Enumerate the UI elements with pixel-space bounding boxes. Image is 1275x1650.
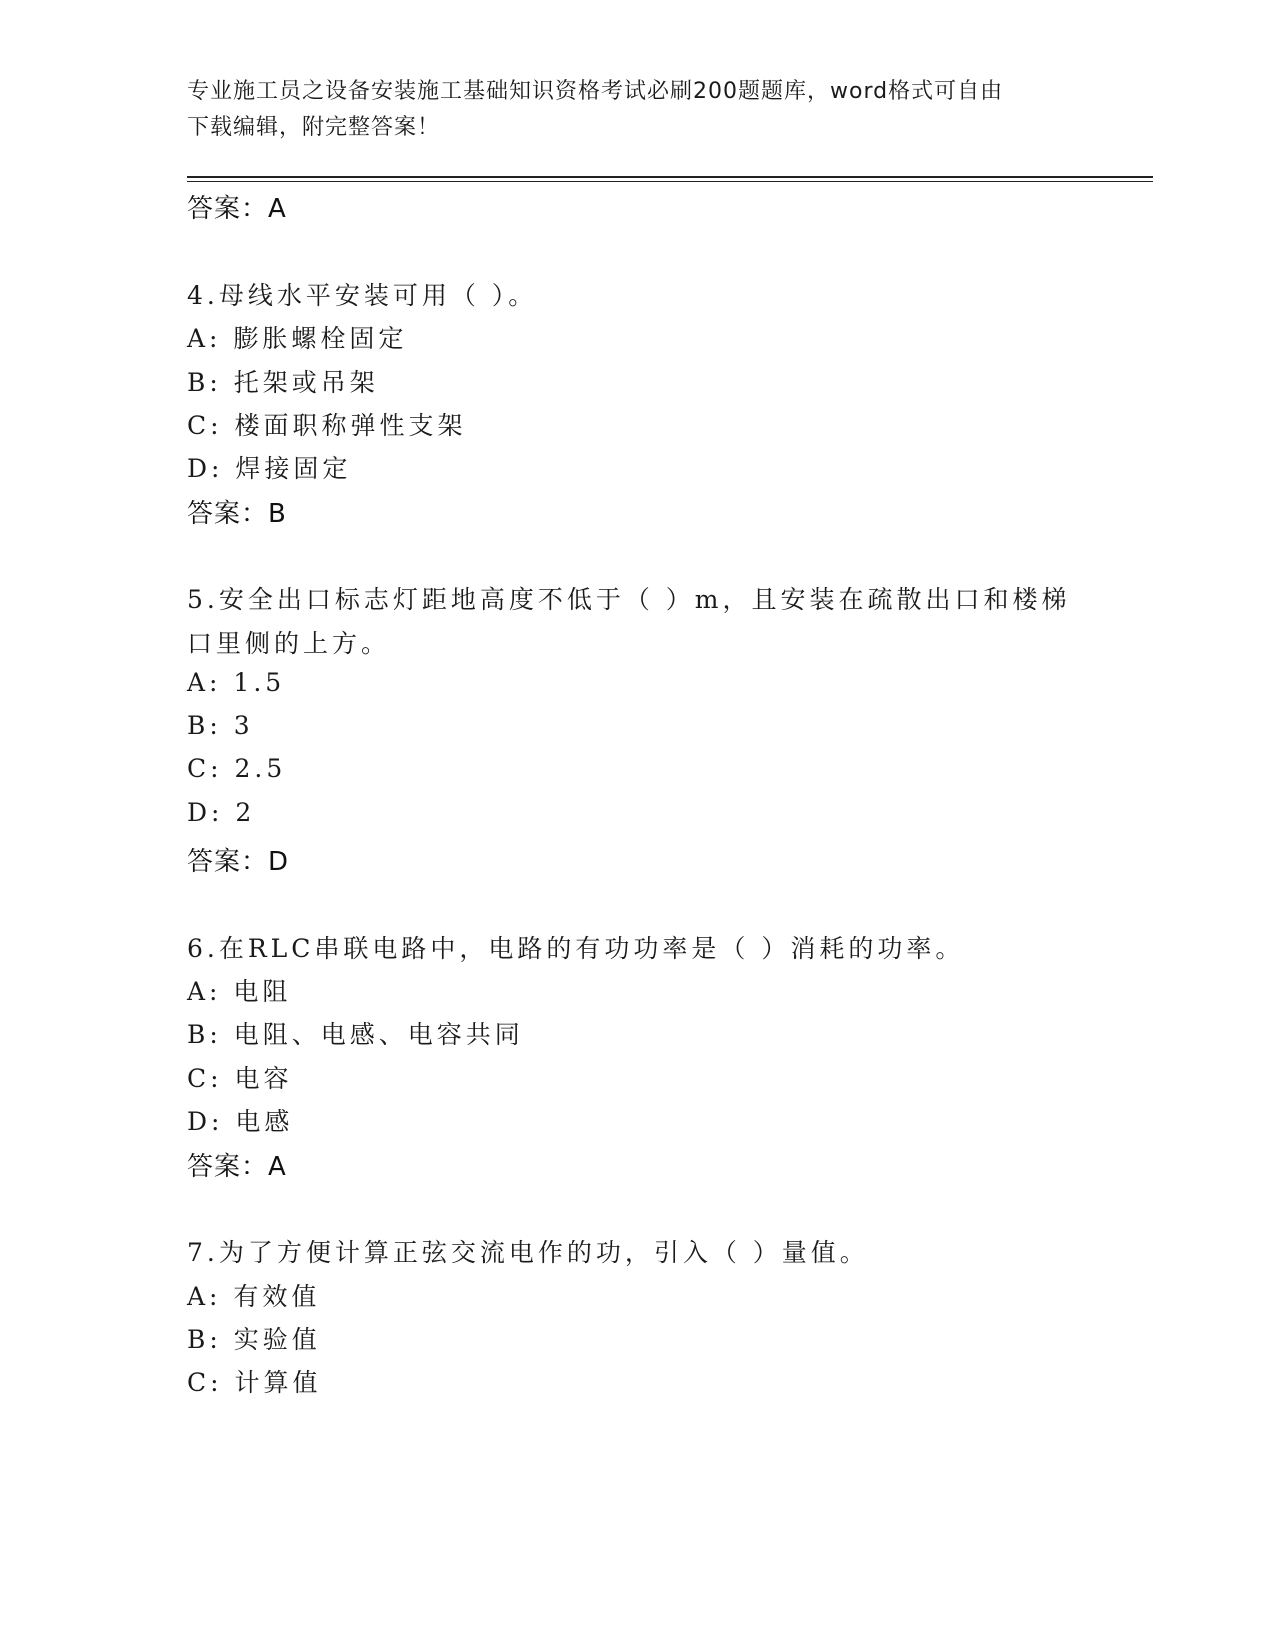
option-c: C: 2.5 xyxy=(187,754,287,783)
option-a: A: 1.5 xyxy=(187,668,286,697)
header-divider-thin xyxy=(187,181,1153,182)
option-a: A: 膨胀螺栓固定 xyxy=(187,324,408,353)
question-stem-line-2: 口里侧的上方。 xyxy=(187,629,391,658)
question-answer: 答案：D xyxy=(187,847,290,877)
option-b: B: 实验值 xyxy=(187,1325,321,1354)
answer-prev: 答案：A xyxy=(187,194,287,224)
option-d: D: 2 xyxy=(187,798,256,827)
option-c: C: 电容 xyxy=(187,1064,293,1093)
header-line-1: 专业施工员之设备安装施工基础知识资格考试必刷200题题库，word格式可自由 xyxy=(187,79,1004,104)
question-stem-line-1: 5.安全出口标志灯距地高度不低于（ ）m，且安装在疏散出口和楼梯 xyxy=(187,585,1071,614)
option-b: B: 电阻、电感、电容共同 xyxy=(187,1020,524,1049)
question-answer: 答案：A xyxy=(187,1152,287,1182)
option-c: C: 楼面职称弹性支架 xyxy=(187,411,467,440)
option-d: D: 焊接固定 xyxy=(187,454,352,483)
question-stem: 7.为了方便计算正弦交流电作的功，引入（ ）量值。 xyxy=(187,1238,869,1267)
document-header xyxy=(187,74,1067,146)
option-b: B: 托架或吊架 xyxy=(187,368,379,397)
header-line-2: 下载编辑，附完整答案！ xyxy=(187,115,441,140)
header-divider-thick xyxy=(187,176,1153,178)
question-stem: 6.在RLC串联电路中，电路的有功功率是（ ）消耗的功率。 xyxy=(187,934,965,963)
option-d: D: 电感 xyxy=(187,1107,294,1136)
question-stem: 4.母线水平安装可用（ ）。 xyxy=(187,281,538,310)
question-answer: 答案：B xyxy=(187,499,287,529)
option-c: C: 计算值 xyxy=(187,1368,322,1397)
option-b: B: 3 xyxy=(187,711,254,740)
option-a: A: 有效值 xyxy=(187,1282,321,1311)
option-a: A: 电阻 xyxy=(187,977,292,1006)
